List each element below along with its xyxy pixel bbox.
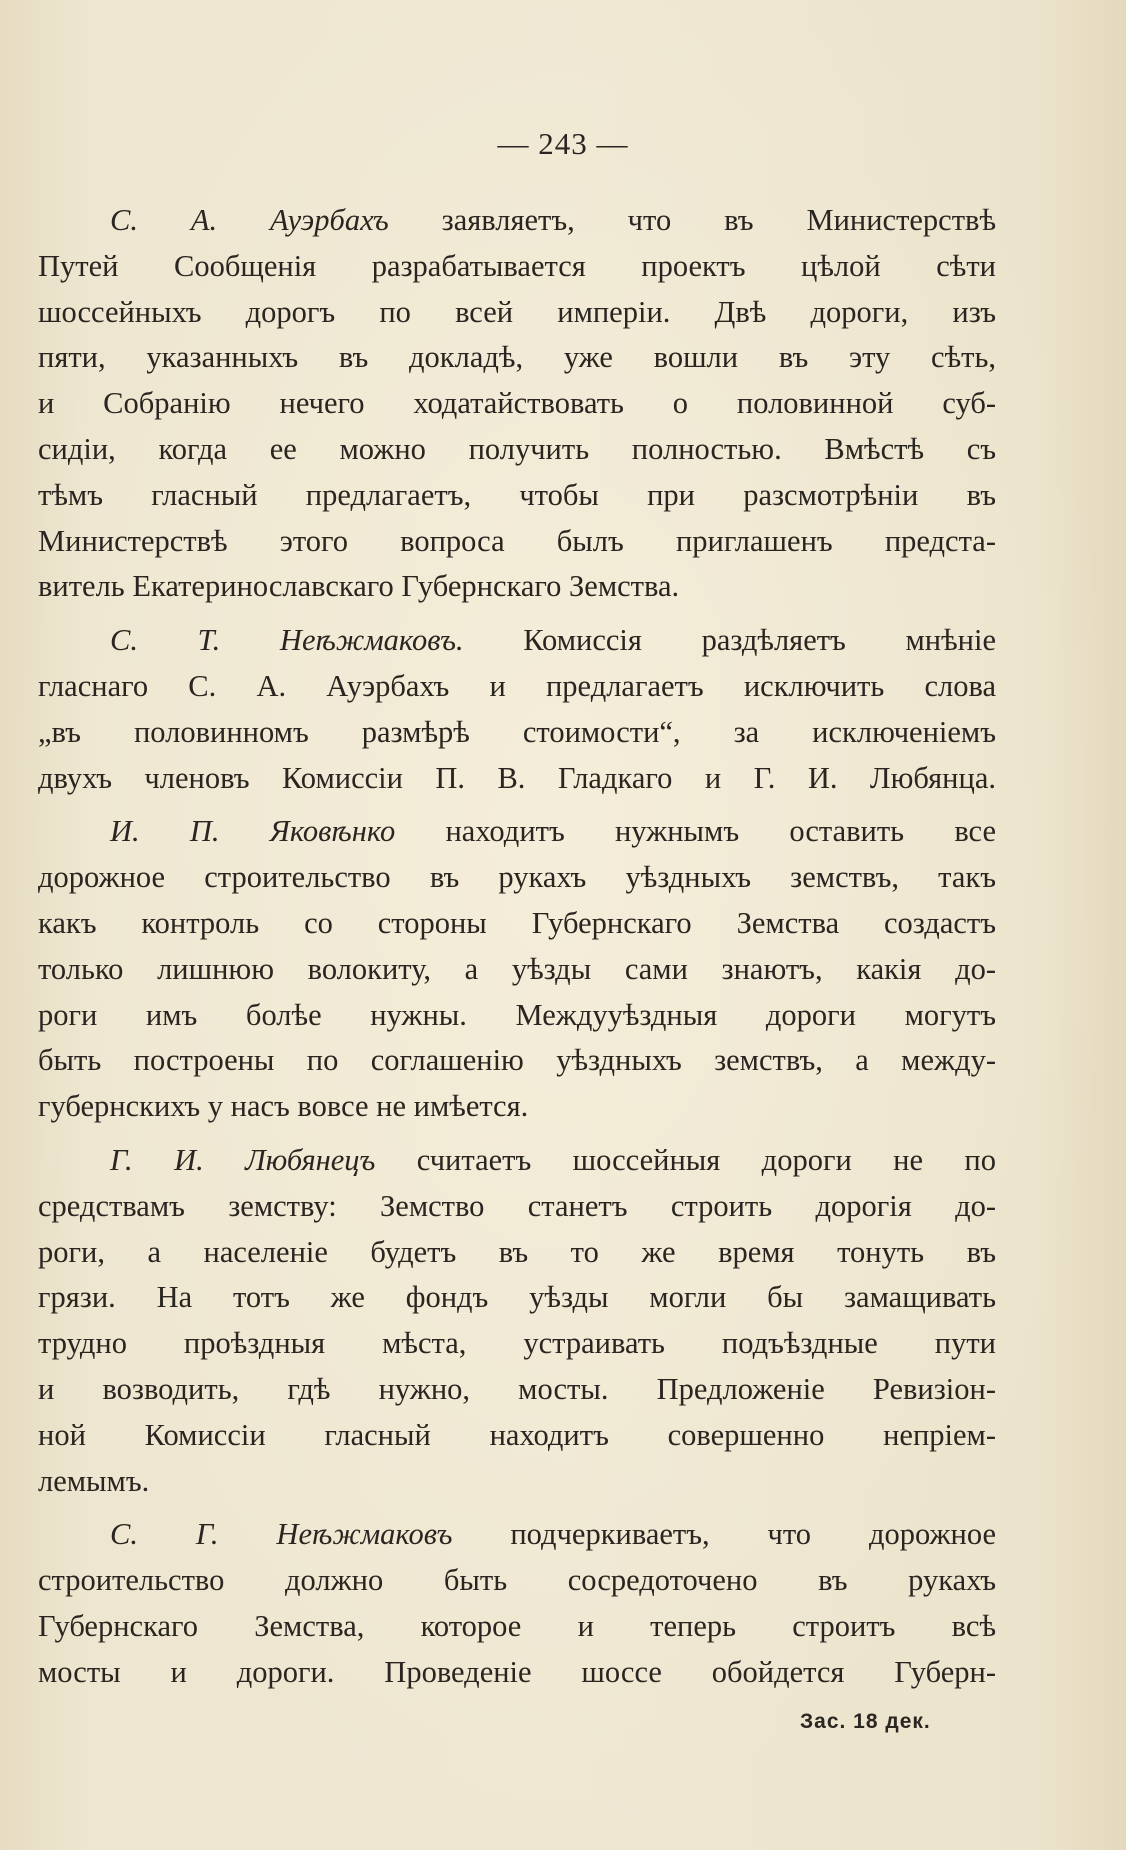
text-line: дорожное строительство въ рукахъ уѣздныхъ земствъ, такъ <box>38 860 996 895</box>
text-line: мосты и дороги. Проведеніе шоссе обойдется Губерн- <box>38 1654 996 1689</box>
text-line: гласнаго С. А. Ауэрбахъ и предлагаетъ исключить слова <box>38 668 996 703</box>
text-line: и Собранію нечего ходатайствовать о половинной суб- <box>38 386 996 421</box>
line-text: считаетъ шоссейныя дороги не по <box>416 1142 996 1177</box>
text-line: какъ контроль со стороны Губернскаго Земства создастъ <box>38 905 996 940</box>
paragraph-yakovenko <box>38 809 996 1130</box>
text-line: роги, а населеніе будетъ въ то же время тонуть въ <box>38 1234 996 1269</box>
paragraph-first-line <box>38 809 996 855</box>
paragraph-nezhmakov-g <box>38 1512 996 1695</box>
text-line: ной Комиссіи гласный находитъ совершенно непріем- <box>38 1417 996 1452</box>
signature-mark: Зас. 18 дек. <box>800 1710 931 1733</box>
text-line: средствамъ земству: Земство станетъ строить дорогія до- <box>38 1188 996 1223</box>
speaker-name: С. Г. Неѣжмаковъ <box>110 1517 453 1552</box>
paragraph-first-line <box>38 1138 996 1184</box>
line-text: Комиссія раздѣляетъ мнѣніе <box>523 623 996 658</box>
paragraph-nezhmakov-t <box>38 618 996 801</box>
text-line: роги имъ болѣе нужны. Междууѣздныя дороги могутъ <box>38 997 996 1032</box>
text-line: грязи. На тотъ же фондъ уѣзды могли бы замащивать <box>38 1280 996 1315</box>
text-line: тѣмъ гласный предлагаетъ, чтобы при разсмотрѣніи въ <box>38 477 996 512</box>
text-line: шоссейныхъ дорогъ по всей имперіи. Двѣ дороги, изъ <box>38 294 996 329</box>
paragraph-first-line <box>38 198 996 244</box>
text-line: и возводить, гдѣ нужно, мосты. Предложеніе Ревизіон- <box>38 1371 996 1406</box>
paragraph-first-line <box>38 1512 996 1558</box>
text-line: Путей Сообщенія разрабатывается проектъ цѣлой сѣти <box>38 248 996 283</box>
speaker-name: С. А. Ауэрбахъ <box>110 203 389 237</box>
text-line: Губернскаго Земства, которое и теперь строитъ всѣ <box>38 1608 996 1643</box>
text-line: лемымъ. <box>38 1463 150 1498</box>
text-line: пяти, указанныхъ въ докладѣ, уже вошли въ эту сѣть, <box>38 340 996 375</box>
text-line: только лишнюю волокиту, а уѣзды сами знаютъ, какія до- <box>38 951 996 986</box>
speaker-name: С. Т. Неѣжмаковъ. <box>110 623 464 658</box>
text-line: витель Екатеринославскаго Губернскаго Земства. <box>38 569 680 604</box>
line-text: подчеркиваетъ, что дорожное <box>510 1517 997 1552</box>
text-line: сидіи, когда ее можно получить полностью. Вмѣстѣ съ <box>38 431 996 466</box>
text-line: строительство должно быть сосредоточено въ рукахъ <box>38 1563 996 1598</box>
paragraph-lyubyanets <box>38 1138 996 1504</box>
speaker-name: Г. И. Любянецъ <box>110 1142 376 1177</box>
line-text: заявляетъ, что въ Министерствѣ <box>441 203 997 237</box>
text-line: трудно проѣздныя мѣста, устраивать подъѣздные пути <box>38 1326 996 1361</box>
speaker-name: И. П. Яковѣнко <box>110 814 396 849</box>
page-number: — 243 — <box>497 126 629 161</box>
text-body <box>38 198 996 1704</box>
text-line: двухъ членовъ Комиссіи П. В. Гладкаго и Г. И. Любянца. <box>38 760 996 795</box>
paragraph-first-line <box>38 618 996 664</box>
line-text: находитъ нужнымъ оставить все <box>445 814 996 849</box>
text-line: быть построены по соглашенію уѣздныхъ земствъ, а между- <box>38 1043 996 1078</box>
text-line: Министерствѣ этого вопроса былъ приглашенъ предста- <box>38 523 996 558</box>
text-line: губернскихъ у насъ вовсе не имѣется. <box>38 1089 529 1124</box>
paragraph-auerbach <box>38 198 996 610</box>
text-line: „въ половинномъ размѣрѣ стоимости“, за исключеніемъ <box>38 714 996 749</box>
